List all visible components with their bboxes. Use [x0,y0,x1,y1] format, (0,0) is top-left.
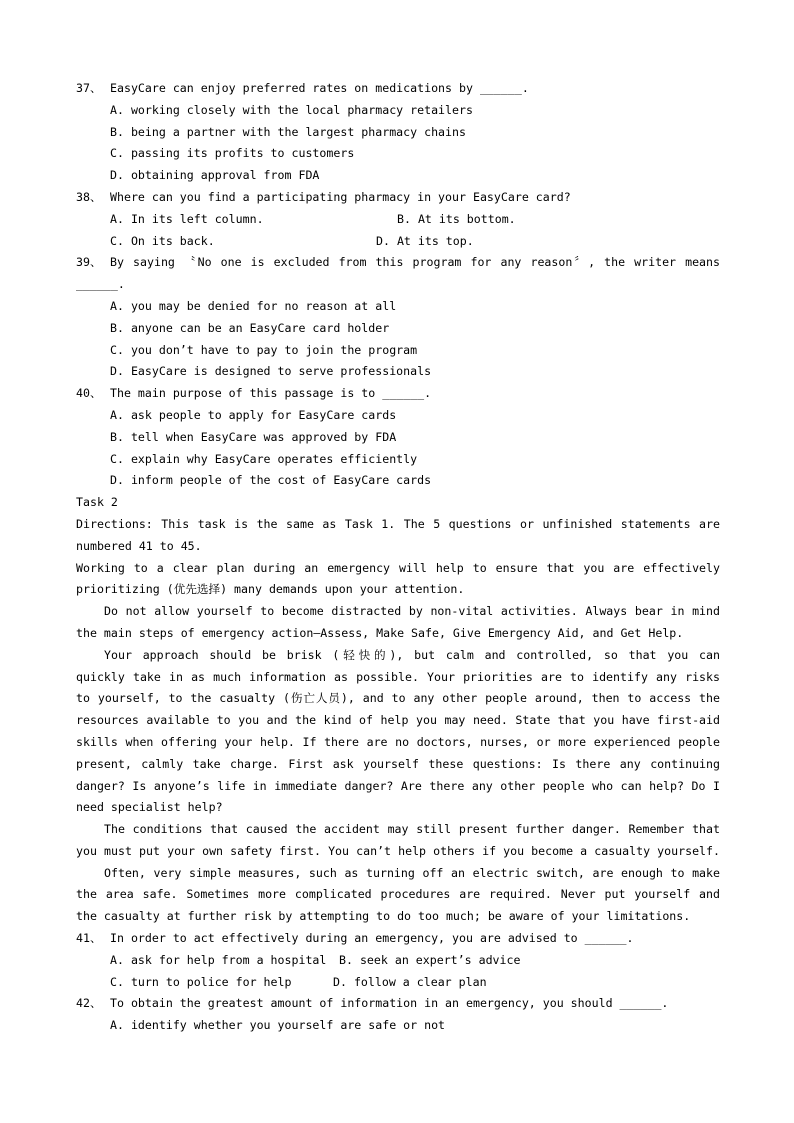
option-41-a: A. ask for help from a hospital [110,952,327,967]
question-stem: To obtain the greatest amount of information in an emergency, you should ______. [110,996,669,1011]
option-38-c: C. On its back. [110,233,215,248]
passage-line: danger? Is anyone’s life in immediate danger? Are there any other people who can help? Do I [76,778,720,793]
task-title: Task 2 [76,495,118,510]
passage-line: The conditions that caused the accident may still present further danger. Remember that [104,822,720,837]
question-38 [76,187,720,209]
question-42 [76,993,720,1015]
option-41-d: D. follow a clear plan [333,974,487,989]
option-39-c: C. you don’t have to pay to join the program [110,342,418,357]
passage-line: to yourself, to the casualty (伤亡人员), and to any other people around, then to access the [76,691,720,706]
option-39-a: A. you may be denied for no reason at all [110,298,397,313]
question-39 [76,252,720,274]
option-38-b: B. At its bottom. [397,211,516,226]
option-40-d: D. inform people of the cost of EasyCare cards [110,473,432,488]
option-40-c: C. explain why EasyCare operates efficiently [110,451,418,466]
passage-line: skills when offering your help. If there are no doctors, nurses, or more experienced people [76,734,720,749]
option-38-a: A. In its left column. [110,211,264,226]
directions-line: numbered 41 to 45. [76,538,202,553]
question-stem: The main purpose of this passage is to ______. [110,386,432,401]
option-37-c: C. passing its profits to customers [110,146,355,161]
option-41-c: C. turn to police for help [110,974,292,989]
passage-line: Do not allow yourself to become distracted by non-vital activities. Always bear in mind [104,604,720,619]
passage-line: quickly take in as much information as possible. Your priorities are to identify any risks [76,669,720,684]
question-40 [76,383,720,405]
question-41 [76,928,720,950]
option-39-b: B. anyone can be an EasyCare card holder [110,320,390,335]
document-page [76,78,720,1037]
question-37 [76,78,720,100]
question-stem: By saying 〝No one is excluded from this program for any reason〞, the writer means [110,255,720,270]
passage-line: the main steps of emergency action—Assess, Make Safe, Give Emergency Aid, and Get Help. [76,625,684,640]
passage-line: need specialist help? [76,800,223,815]
passage-line: Working to a clear plan during an emergency will help to ensure that you are effectively [76,560,720,575]
options-41-cd [76,972,720,994]
question-stem: EasyCare can enjoy preferred rates on medications by ______. [110,81,529,95]
question-number: 37、 [76,81,102,95]
option-42-a: A. identify whether you yourself are safe or not [110,1018,446,1033]
question-number: 39、 [76,255,102,270]
question-39-blank: ______. [76,277,125,292]
question-number: 42、 [76,996,102,1011]
option-39-d: D. EasyCare is designed to serve professionals [110,364,432,379]
directions-line: Directions: This task is the same as Task 1. The 5 questions or unfinished statements are [76,516,720,531]
options-38-cd [76,231,720,253]
passage-line: Often, very simple measures, such as turning off an electric switch, are enough to make [104,865,720,880]
question-stem: In order to act effectively during an emergency, you are advised to ______. [110,931,634,946]
option-37-b: B. being a partner with the largest pharmacy chains [110,124,466,139]
passage-line: you must put your own safety first. You can’t help others if you become a casualty yourself. [76,843,720,858]
option-37-a: A. working closely with the local pharmacy retailers [110,102,473,117]
question-stem: Where can you find a participating pharmacy in your EasyCare card? [110,189,571,204]
option-40-a: A. ask people to apply for EasyCare cards [110,407,397,422]
question-number: 38、 [76,189,102,204]
option-38-d: D. At its top. [376,233,474,248]
option-41-b: B. seek an expert’s advice [339,952,521,967]
options-41-ab [76,950,720,972]
options-38-ab [76,209,720,231]
question-number: 40、 [76,386,102,401]
option-37-d: D. obtaining approval from FDA [110,168,320,183]
passage-line: Your approach should be brisk (轻快的), but calm and controlled, so that you can [104,647,720,662]
passage-line: the area safe. Sometimes more complicated procedures are required. Never put yourself and [76,887,720,902]
option-40-b: B. tell when EasyCare was approved by FDA [110,429,397,444]
passage-line: present, calmly take charge. First ask yourself these questions: Is there any continuing [76,756,720,771]
passage-line: prioritizing (优先选择) many demands upon your attention. [76,582,465,597]
passage-line: resources available to you and the kind of help you may need. State that you have first-aid [76,713,720,728]
passage-line: the casualty at further risk by attempting to do too much; be aware of your limitations. [76,909,691,924]
question-number: 41、 [76,931,102,946]
